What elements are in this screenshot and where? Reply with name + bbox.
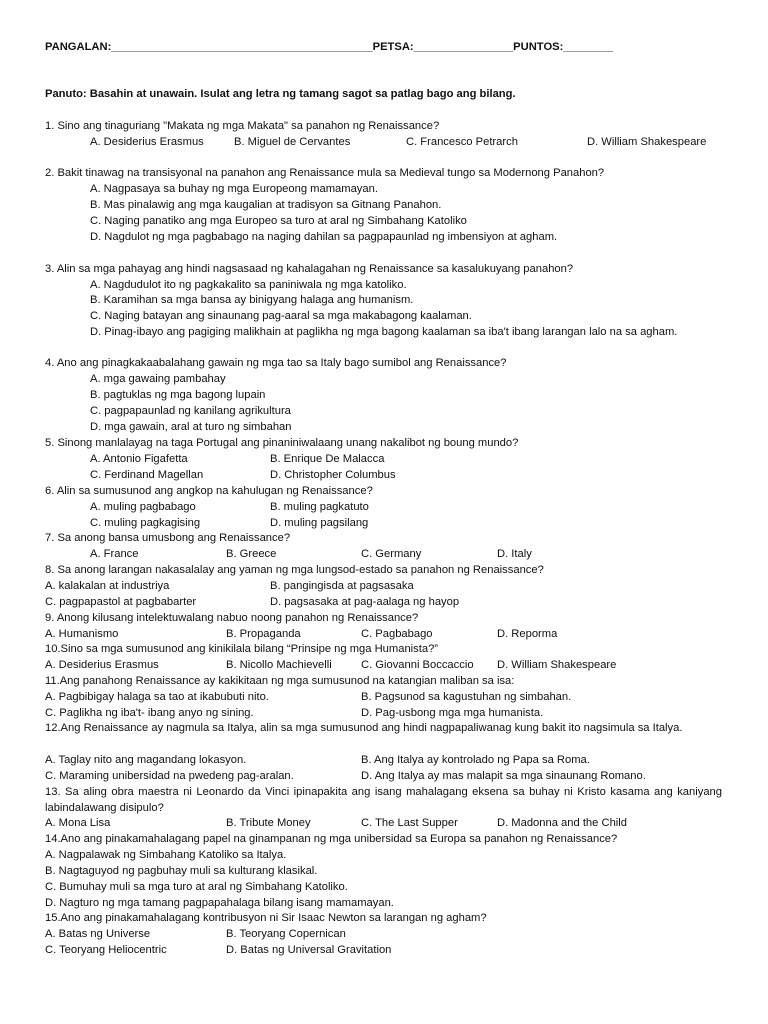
q13-option-b: B. Tribute Money <box>226 817 311 829</box>
q3-option-a: A. Nagdudulot ito ng pagkakalito sa paniniwala ng mga katoliko. <box>90 279 407 291</box>
q1-option-c: C. Francesco Petrarch <box>406 136 518 148</box>
q11-option-b: B. Pagsunod sa kagustuhan ng simbahan. <box>361 691 572 703</box>
q4-option-a: A. mga gawaing pambahay <box>90 373 226 385</box>
q10-option-d: D. William Shakespeare <box>497 659 617 671</box>
q3-option-c: C. Naging batayan ang sinaunang pag-aaral sa mga makabagong kaalaman. <box>90 310 472 322</box>
q3-option-b: B. Karamihan sa mga bansa ay binigyang halaga ang humanism. <box>90 294 414 306</box>
q5-option-c: C. Ferdinand Magellan <box>90 469 204 481</box>
q14-option-c: C. Bumuhay muli sa mga turo at aral ng Simbahang Katoliko. <box>45 881 348 893</box>
question-14: 14.Ano ang pinakamahalagang papel na ginampanan ng mga unibersidad sa Europa sa panahon ng Renaissance? <box>45 833 618 845</box>
q1-option-d: D. William Shakespeare <box>587 136 707 148</box>
q7-option-b: B. Greece <box>226 548 277 560</box>
q4-option-d: D. mga gawain, aral at turo ng simbahan <box>90 421 292 433</box>
q12-option-b: B. Ang Italya ay kontrolado ng Papa sa Roma. <box>361 754 590 766</box>
q2-option-c: C. Naging panatiko ang mga Europeo sa turo at aral ng Simbahang Katoliko <box>90 215 467 227</box>
question-3: 3. Alin sa mga pahayag ang hindi nagsasaad ng kahalagahan ng Renaissance sa kasalukuyang panahon? <box>45 263 574 275</box>
q15-option-a: A. Batas ng Universe <box>45 928 151 940</box>
q8-option-d: D. pagsasaka at pag-aalaga ng hayop <box>270 596 460 608</box>
q8-option-c: C. pagpapastol at pagbabarter <box>45 596 197 608</box>
q9-option-c: C. Pagbabago <box>361 628 433 640</box>
question-11: 11.Ang panahong Renaissance ay kakikitaan ng mga sumusunod na katangian maliban sa isa: <box>45 675 515 687</box>
q12-option-d: D. Ang Italya ay mas malapit sa mga sinaunang Romano. <box>361 770 646 782</box>
q9-option-a: A. Humanismo <box>45 628 119 640</box>
q9-option-b: B. Propaganda <box>226 628 301 640</box>
q13-option-c: C. The Last Supper <box>361 817 458 829</box>
question-10: 10.Sino sa mga sumusunod ang kinikilala bilang “Prinsipe ng mga Humanista?” <box>45 643 439 655</box>
question-13: 13. Sa aling obra maestra ni Leonardo da Vinci ipinapakita ang isang mahalagang eksena sa buhay ni Kristo kasama ang kaniyang labindalawang disipulo? <box>45 786 722 814</box>
question-8: 8. Sa anong larangan nakasalalay ang yaman ng mga lungsod-estado sa panahon ng Renaissance? <box>45 564 544 576</box>
q4-option-c: C. pagpapaunlad ng kanilang agrikultura <box>90 405 291 417</box>
q7-option-a: A. France <box>90 548 139 560</box>
q11-option-a: A. Pagbibigay halaga sa tao at ikabubuti nito. <box>45 691 269 703</box>
q1-option-b: B. Miguel de Cervantes <box>234 136 351 148</box>
q8-option-a: A. kalakalan at industriya <box>45 580 170 592</box>
question-12: 12.Ang Renaissance ay nagmula sa Italya, alin sa mga sumusunod ang hindi nagpapaliwanag kung bakit ito nagsimula sa Italya. <box>45 722 683 734</box>
q15-option-d: D. Batas ng Universal Gravitation <box>226 944 392 956</box>
question-4: 4. Ano ang pinagkakaabalahang gawain ng mga tao sa Italy bago sumibol ang Renaissance? <box>45 357 507 369</box>
header-line: PANGALAN:__________________________________________PETSA:________________PUNTOS:________ <box>45 41 614 53</box>
q14-option-b: B. Nagtaguyod ng pagbuhay muli sa kulturang klasikal. <box>45 865 318 877</box>
q13-option-d: D. Madonna and the Child <box>497 817 627 829</box>
q11-option-c: C. Paglikha ng iba't- ibang anyo ng sining. <box>45 707 254 719</box>
q10-option-c: C. Giovanni Boccaccio <box>361 659 474 671</box>
q6-option-d: D. muling pagsilang <box>270 517 369 529</box>
question-6: 6. Alin sa sumusunod ang angkop na kahulugan ng Renaissance? <box>45 485 373 497</box>
q13-option-a: A. Mona Lisa <box>45 817 111 829</box>
question-7: 7. Sa anong bansa umusbong ang Renaissance? <box>45 532 291 544</box>
instructions: Panuto: Basahin at unawain. Isulat ang letra ng tamang sagot sa patlag bago ang bilang. <box>45 88 516 100</box>
q14-option-d: D. Nagturo ng mga tamang pagpapahalaga bilang isang mamamayan. <box>45 897 394 909</box>
q12-option-c: C. Maraming unibersidad na pwedeng pag-aralan. <box>45 770 294 782</box>
q6-option-b: B. muling pagkatuto <box>270 501 369 513</box>
q3-option-d: D. Pinag-ibayo ang pagiging malikhain at paglikha ng mga bagong kaalaman sa iba't ibang larangan lalo na sa agham. <box>90 326 678 338</box>
q6-option-a: A. muling pagbabago <box>90 501 196 513</box>
q11-option-d: D. Pag-usbong mga mga humanista. <box>361 707 544 719</box>
q5-option-b: B. Enrique De Malacca <box>270 453 385 465</box>
q7-option-c: C. Germany <box>361 548 422 560</box>
q9-option-d: D. Reporma <box>497 628 558 640</box>
question-1: 1. Sino ang tinaguriang "Makata ng mga Makata" sa panahon ng Renaissance? <box>45 120 440 132</box>
q2-option-a: A. Nagpasaya sa buhay ng mga Europeong mamamayan. <box>90 183 378 195</box>
q4-option-b: B. pagtuklas ng mga bagong lupain <box>90 389 266 401</box>
question-9: 9. Anong kilusang intelektuwalang nabuo noong panahon ng Renaissance? <box>45 612 419 624</box>
q6-option-c: C. muling pagkagising <box>90 517 201 529</box>
q2-option-b: B. Mas pinalawig ang mga kaugalian at tradisyon sa Gitnang Panahon. <box>90 199 442 211</box>
q15-option-c: C. Teoryang Heliocentric <box>45 944 167 956</box>
question-15: 15.Ano ang pinakamahalagang kontribusyon ni Sir Isaac Newton sa larangan ng agham? <box>45 912 487 924</box>
q5-option-d: D. Christopher Columbus <box>270 469 396 481</box>
question-2: 2. Bakit tinawag na transisyonal na panahon ang Renaissance mula sa Medieval tungo sa Modernong Panahon? <box>45 167 605 179</box>
q7-option-d: D. Italy <box>497 548 532 560</box>
q5-option-a: A. Antonio Figafetta <box>90 453 188 465</box>
q14-option-a: A. Nagpalawak ng Simbahang Katoliko sa Italya. <box>45 849 287 861</box>
q1-option-a: A. Desiderius Erasmus <box>90 136 204 148</box>
q10-option-a: A. Desiderius Erasmus <box>45 659 159 671</box>
question-5: 5. Sinong manlalayag na taga Portugal ang pinaniniwalaang unang nakalibot ng boung mundo? <box>45 437 519 449</box>
q2-option-d: D. Nagdulot ng mga pagbabago na naging dahilan sa pagpapaunlad ng imbensiyon at agham. <box>90 231 558 243</box>
q10-option-b: B. Nicollo Machievelli <box>226 659 332 671</box>
q12-option-a: A. Taglay nito ang magandang lokasyon. <box>45 754 247 766</box>
q8-option-b: B. pangingisda at pagsasaka <box>270 580 414 592</box>
q15-option-b: B. Teoryang Copernican <box>226 928 346 940</box>
